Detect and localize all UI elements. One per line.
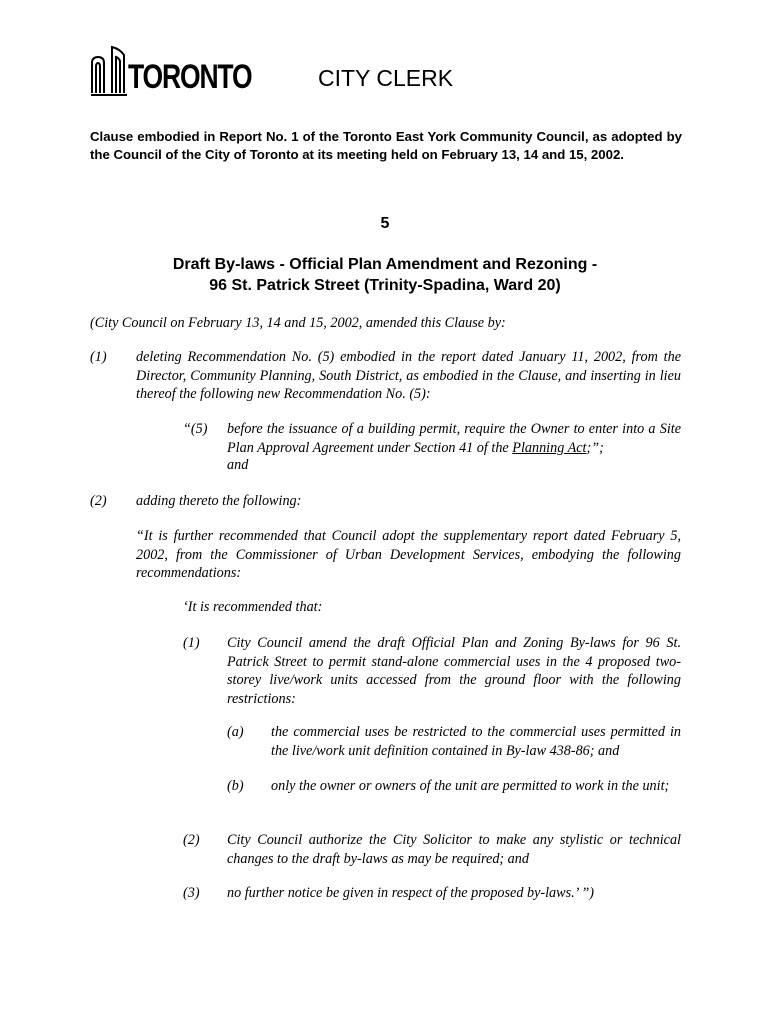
recommendation-2-number: (2) xyxy=(183,832,200,848)
recommendation-1-number: (1) xyxy=(183,635,200,651)
sub-b-letter: (b) xyxy=(227,778,244,794)
amendment-2-quote: “It is further recommended that Council adopt the supplementary report dated February 5, 2002, from the Commissioner of Urban Development Services, embodying the following recommendations: xyxy=(136,528,681,581)
toronto-logo xyxy=(90,45,250,97)
clause-intro: Clause embodied in Report No. 1 of the Toronto East York Community Council, as adopted by the Council of the City of Toronto at its meeting held on February 13, 14 and 15, 2002. xyxy=(90,129,682,162)
quote-5-trailing: and xyxy=(227,457,249,473)
recommendation-3-text: no further notice be given in respect of the proposed by-laws.’ ”) xyxy=(227,885,594,901)
logo-wordmark: TORONTO xyxy=(128,58,252,96)
planning-act-reference: Planning Act xyxy=(512,439,587,456)
recommended-intro: ‘It is recommended that: xyxy=(183,599,323,615)
amendment-1-number: (1) xyxy=(90,349,107,365)
document-title xyxy=(0,254,770,296)
amendment-2-text: adding thereto the following: xyxy=(136,493,302,509)
sub-b-text: only the owner or owners of the unit are permitted to work in the unit; xyxy=(271,778,670,794)
item-number: 5 xyxy=(380,215,390,232)
recommendation-2-text: City Council authorize the City Solicitor to make any stylistic or technical changes to the draft by-laws as may be required; and xyxy=(227,832,681,867)
amendment-1-text: deleting Recommendation No. (5) embodied in the report dated January 11, 2002, from the Director, Community Planning, South District, as embodied in the Clause, and inserting in lieu thereof the following new Recommendation No. (5): xyxy=(136,349,681,402)
recommendation-1-text: City Council amend the draft Official Plan and Zoning By-laws for 96 St. Patrick Street to permit stand-alone commercial uses in the 4 proposed two-storey live/work units accessed from the ground floor with the following restrictions: xyxy=(227,635,681,707)
amendment-2-number: (2) xyxy=(90,493,107,509)
sub-a-text: the commercial uses be restricted to the commercial uses permitted in the live/work unit definition contained in By-law 438-86; and xyxy=(271,724,681,759)
recommendation-3-number: (3) xyxy=(183,885,200,901)
title-line-1: Draft By-laws - Official Plan Amendment and Rezoning - xyxy=(172,256,598,273)
city-hall-icon xyxy=(90,45,130,97)
department-title: CITY CLERK xyxy=(318,65,454,91)
quote-5-text-before: before the issuance of a building permit, require the Owner to enter into a Site Plan Approval Agreement under Section 41 of the xyxy=(227,421,681,456)
quote-5-text xyxy=(227,420,681,457)
sub-a-letter: (a) xyxy=(227,724,244,740)
quote-5-text-after: ;”; xyxy=(586,439,604,456)
amendment-intro: (City Council on February 13, 14 and 15, 2002, amended this Clause by: xyxy=(90,315,506,331)
title-line-2: 96 St. Patrick Street (Trinity-Spadina, Ward 20) xyxy=(209,277,561,294)
quote-5-number: “(5) xyxy=(183,421,208,437)
